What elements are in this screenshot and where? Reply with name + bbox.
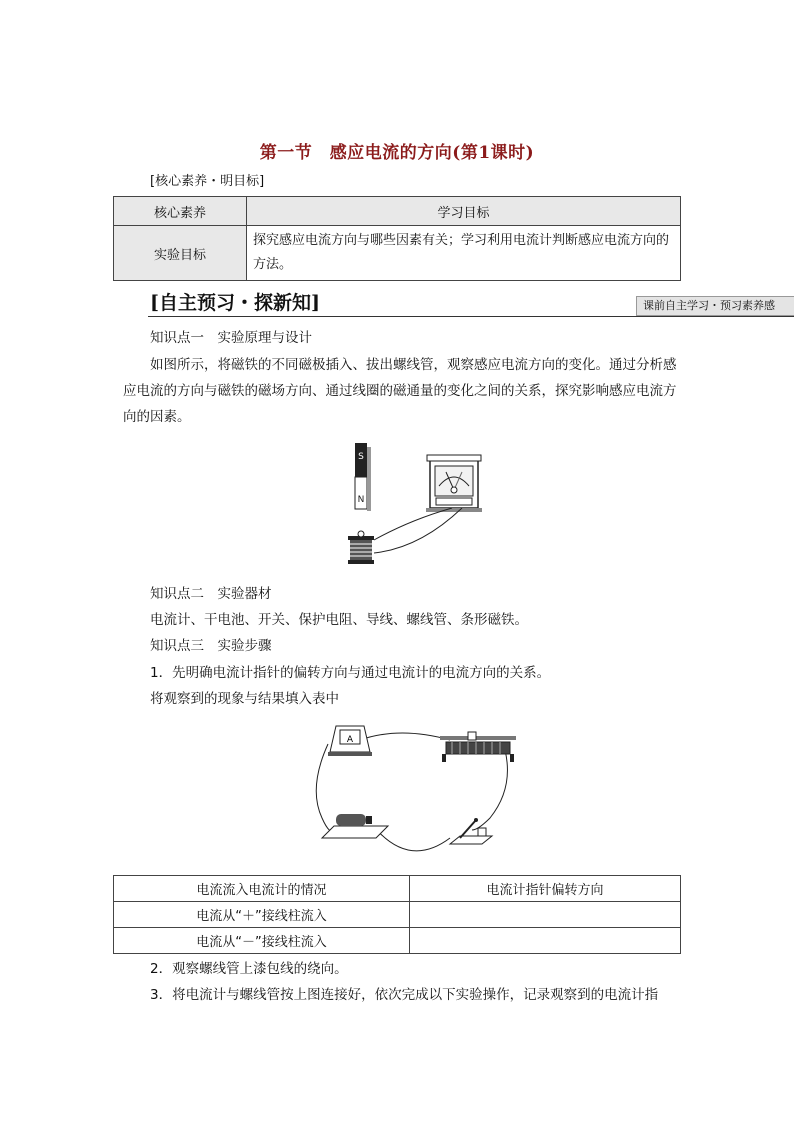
section-banner: 课前自主学习・预习素养感 <box>636 296 794 316</box>
table-row <box>114 226 681 281</box>
core-literacy-label: [核心素养・明目标] <box>150 174 265 189</box>
header-goal: 学习目标 <box>247 197 681 226</box>
kp2-heading: 知识点二 实验器材 <box>150 586 272 602</box>
header-result: 电流计指针偏转方向 <box>410 876 681 902</box>
header-case: 电流流入电流计的情况 <box>114 876 410 902</box>
rheostat <box>440 732 516 762</box>
row-name: 实验目标 <box>114 226 247 281</box>
magnet-n-label: N <box>357 495 365 505</box>
header-core: 核心素养 <box>114 197 247 226</box>
ammeter <box>328 726 372 756</box>
table-header-row <box>114 876 681 902</box>
bar-magnet <box>355 443 371 511</box>
row-result[interactable] <box>410 902 681 928</box>
step2-text: 2．观察螺线管上漆包线的绕向。 <box>150 961 348 977</box>
section-divider <box>148 316 794 317</box>
step3-text: 3．将电流计与螺线管按上图连接好，依次完成以下实验操作，记录观察到的电流计指 <box>150 987 659 1003</box>
step1-note: 将观察到的现象与结果填入表中 <box>150 691 339 707</box>
row-case: 电流从“－”接线柱流入 <box>114 928 410 954</box>
row-case: 电流从“＋”接线柱流入 <box>114 902 410 928</box>
connecting-wires <box>374 508 462 553</box>
magnet-s-label: S <box>358 452 364 462</box>
ammeter-label: A <box>346 735 354 745</box>
solenoid <box>348 531 374 564</box>
figure-circuit <box>300 718 520 860</box>
battery <box>322 814 388 838</box>
page-title: 第一节 感应电流的方向(第1课时) <box>259 143 535 163</box>
section-heading: [自主预习・探新知] <box>150 292 320 314</box>
kp1-heading: 知识点一 实验原理与设计 <box>150 330 312 346</box>
figure-magnet-solenoid <box>340 438 500 573</box>
row-result[interactable] <box>410 928 681 954</box>
galvanometer <box>426 455 482 512</box>
step1-text: 1．先明确电流计指针的偏转方向与通过电流计的电流方向的关系。 <box>150 665 551 681</box>
row-goal: 探究感应电流方向与哪些因素有关；学习利用电流计判断感应电流方向的方法。 <box>247 226 681 281</box>
results-table <box>113 875 681 954</box>
objectives-table <box>113 196 681 281</box>
table-row <box>114 902 681 928</box>
kp1-text: 如图所示，将磁铁的不同磁极插入、拔出螺线管，观察感应电流方向的变化。通过分析感应电流的方向与磁铁的磁场方向、通过线圈的磁通量的变化之间的关系，探究影响感应电流方向的因素。 <box>123 357 677 425</box>
kp3-heading: 知识点三 实验步骤 <box>150 638 272 654</box>
kp2-text: 电流计、干电池、开关、保护电阻、导线、螺线管、条形磁铁。 <box>150 612 528 628</box>
table-row <box>114 928 681 954</box>
table-header-row <box>114 197 681 226</box>
